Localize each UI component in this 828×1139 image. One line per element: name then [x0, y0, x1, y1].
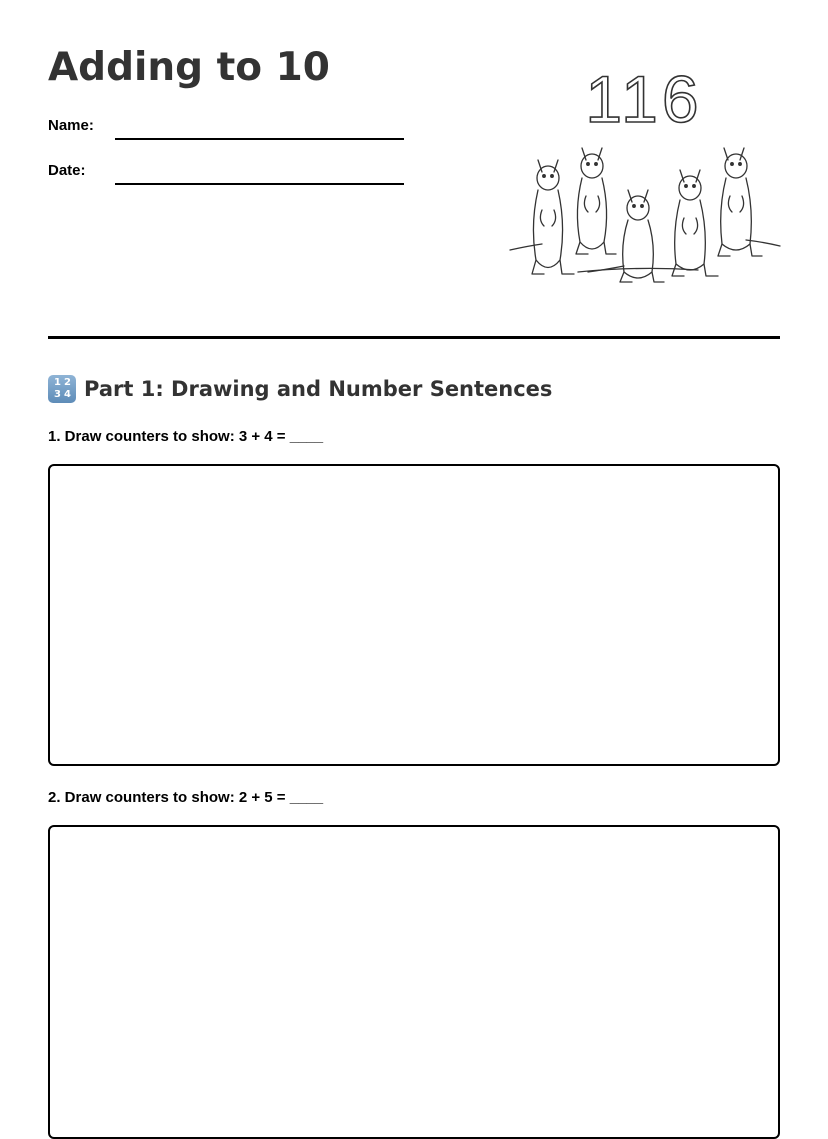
icon-glyph: 1: [54, 377, 61, 388]
kangaroo-5: [718, 148, 762, 256]
drawing-box-2[interactable]: [48, 825, 780, 1139]
name-label: Name:: [48, 117, 94, 134]
illustration-number: 116: [585, 62, 703, 136]
name-write-line[interactable]: [115, 138, 404, 140]
section-heading: [48, 374, 552, 404]
date-write-line[interactable]: [115, 183, 404, 185]
icon-glyph: 2: [64, 377, 71, 388]
question-1: 1. Draw counters to show: 3 + 4 = ____: [48, 428, 324, 445]
icon-glyph: 4: [64, 389, 71, 400]
kangaroo-2: [576, 148, 616, 254]
kangaroo-illustration: [508, 60, 782, 290]
kangaroo-4: [672, 170, 718, 276]
date-label: Date:: [48, 162, 86, 179]
drawing-box-1[interactable]: [48, 464, 780, 766]
section-divider: [48, 336, 780, 339]
icon-glyph: 3: [54, 389, 61, 400]
kangaroo-1: [532, 160, 574, 274]
section-title: Part 1: Drawing and Number Sentences: [84, 377, 553, 401]
name-field: [48, 114, 408, 138]
input-numbers-icon: [48, 375, 76, 403]
question-2: 2. Draw counters to show: 2 + 5 = ____: [48, 789, 324, 806]
date-field: [48, 159, 408, 183]
worksheet-title: Adding to 10: [48, 45, 330, 90]
